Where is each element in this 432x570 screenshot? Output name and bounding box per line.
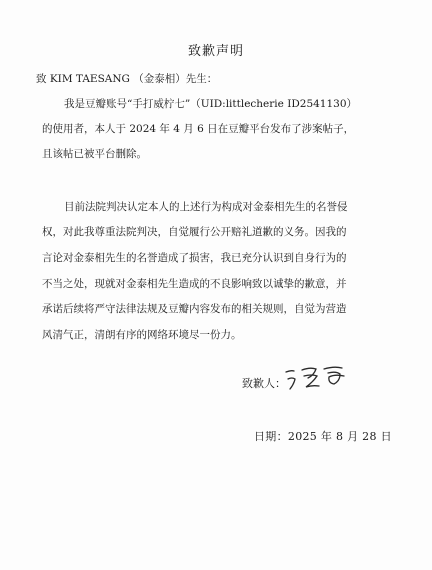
paragraph2-line6: 风清气正，清朗有序的网络环境尽一份力。	[42, 329, 242, 341]
handwritten-signature	[282, 362, 354, 392]
salutation: 致 KIM TAESANG （金泰相）先生：	[36, 73, 218, 85]
paragraph2-line2: 权，对此我尊重法院判决，自觉履行公开赔礼道歉的义务。因我的	[42, 226, 347, 238]
paragraph2-line4: 不当之处，现就对金泰相先生造成的不良影响致以诚挚的歉意，并	[42, 278, 347, 290]
paragraph2-line3: 言论对金泰相先生的名誉造成了损害，我已充分认识到自身行为的	[42, 252, 347, 264]
paragraph2-line5: 承诺后续将严守法律法规及豆瓣内容发布的相关规则，自觉为营造	[42, 303, 347, 315]
paragraph2-line1: 目前法院判决认定本人的上述行为构成对金泰相先生的名誉侵	[64, 201, 348, 213]
signature-label: 致歉人：	[242, 377, 286, 390]
paragraph1-line3: 且该帖已被平台删除。	[42, 148, 147, 160]
document-date: 日期：2025 年 8 月 28 日	[254, 430, 392, 443]
paragraph1-line1: 我是豆瓣账号“手打威柠七”（UID:littlecherie ID2541130）	[64, 98, 358, 110]
document-title: 致歉声明	[187, 44, 244, 59]
paragraph1-line2: 的使用者，本人于 2024 年 4 月 6 日在豆瓣平台发布了涉案帖子，	[42, 123, 355, 135]
